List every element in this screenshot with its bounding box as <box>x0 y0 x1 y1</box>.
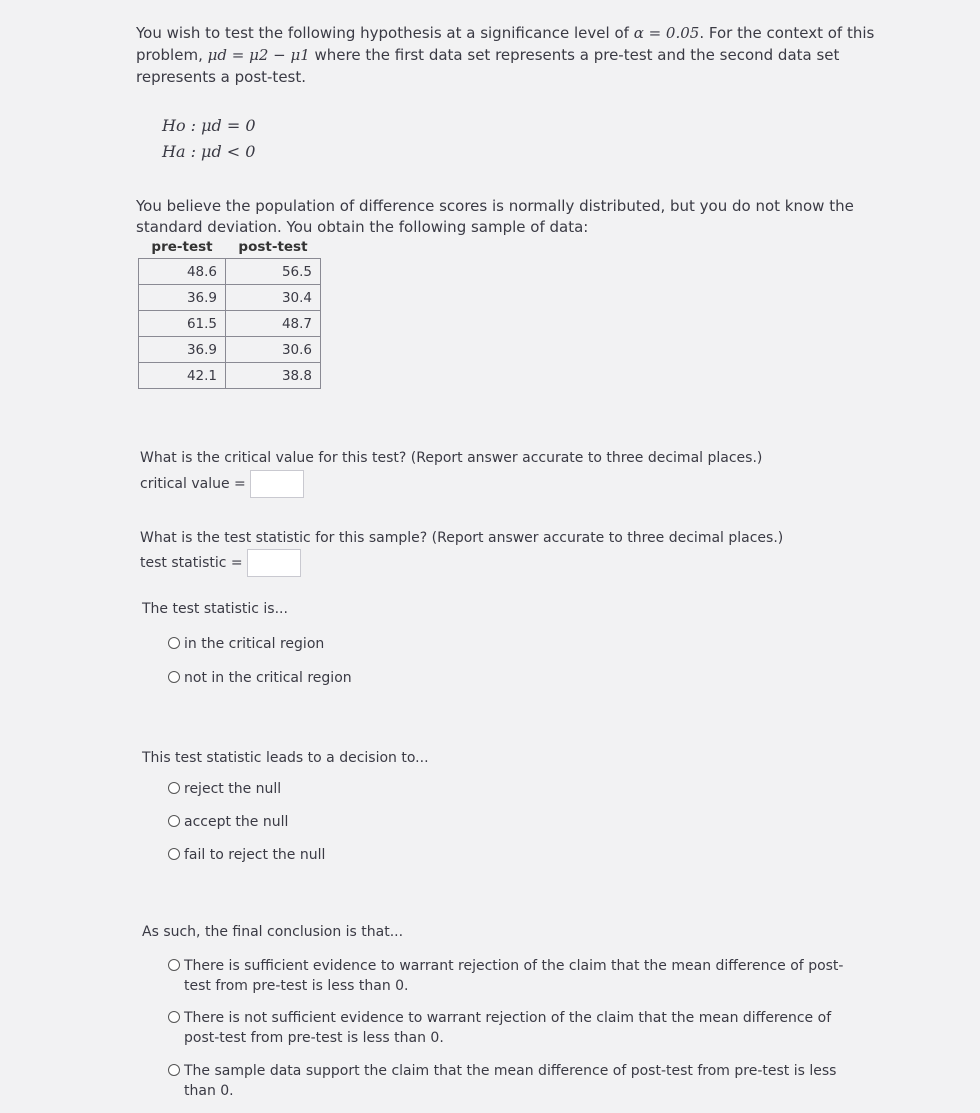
critical-value-row <box>140 470 304 498</box>
critical-value-label: critical value = <box>140 476 246 492</box>
critical-region-question: The test statistic is... <box>142 601 288 617</box>
option-accept-null[interactable] <box>168 812 288 832</box>
critical-value-question: What is the critical value for this test? (Report answer accurate to three decimal places.) <box>140 450 763 466</box>
pre-test-value: 36.9 <box>139 337 226 363</box>
post-test-value: 38.8 <box>226 363 321 389</box>
radio-icon[interactable] <box>168 1064 180 1076</box>
test-statistic-question: What is the test statistic for this sample? (Report answer accurate to three decimal places.) <box>140 530 784 546</box>
table-row <box>139 285 321 311</box>
table-row <box>139 259 321 285</box>
radio-icon[interactable] <box>168 815 180 827</box>
table-row <box>139 311 321 337</box>
intro-text-a: You wish to test the following hypothesis at a significance level of <box>136 24 634 42</box>
decision-question: This test statistic leads to a decision to... <box>142 750 429 766</box>
pre-test-value: 61.5 <box>139 311 226 337</box>
sample-data-table <box>138 236 321 389</box>
option-label: fail to reject the null <box>184 847 326 863</box>
post-test-value: 56.5 <box>226 259 321 285</box>
intro-text-b: . For the context of this problem, <box>136 24 875 64</box>
option-in-critical-region[interactable] <box>168 634 324 654</box>
option-label: in the critical region <box>184 636 325 652</box>
assumption-text: You believe the population of difference scores is normally distributed, but you do not know the standard deviation. You obtain the following sample of data: <box>136 197 854 236</box>
option-label: The sample data support the claim that the mean difference of post-test from pre-test is less than 0. <box>184 1063 837 1099</box>
pre-test-value: 36.9 <box>139 285 226 311</box>
option-label: There is not sufficient evidence to warrant rejection of the claim that the mean difference of post-test from pre-test is less than 0. <box>184 1010 832 1046</box>
option-not-sufficient-evidence[interactable] <box>168 1008 854 1048</box>
null-hypothesis: Ho : μd = 0 <box>162 116 256 135</box>
column-header-pre-test: pre-test <box>151 239 213 255</box>
table-row <box>139 363 321 389</box>
option-label: There is sufficient evidence to warrant rejection of the claim that the mean difference of post-test from pre-test is less than 0. <box>184 958 844 994</box>
mu-expression: μd = μ2 − μ1 <box>207 46 310 64</box>
option-reject-null[interactable] <box>168 779 281 799</box>
pre-test-value: 42.1 <box>139 363 226 389</box>
problem-intro <box>136 22 916 88</box>
intro-text-c: where the first data set represents a pre-test and the second data set represents a post-test. <box>136 46 840 86</box>
post-test-value: 30.4 <box>226 285 321 311</box>
test-statistic-row <box>140 549 301 577</box>
option-label: reject the null <box>184 781 282 797</box>
radio-icon[interactable] <box>168 782 180 794</box>
option-label: accept the null <box>184 814 289 830</box>
post-test-value: 48.7 <box>226 311 321 337</box>
radio-icon[interactable] <box>168 959 180 971</box>
table-row <box>139 337 321 363</box>
test-statistic-input[interactable] <box>247 549 301 577</box>
post-test-value: 30.6 <box>226 337 321 363</box>
radio-icon[interactable] <box>168 1011 180 1023</box>
radio-icon[interactable] <box>168 637 180 649</box>
radio-icon[interactable] <box>168 671 180 683</box>
alpha-expression: α = 0.05 <box>633 24 700 42</box>
critical-value-input[interactable] <box>250 470 304 498</box>
option-not-in-critical-region[interactable] <box>168 668 352 688</box>
radio-icon[interactable] <box>168 848 180 860</box>
option-sufficient-evidence[interactable] <box>168 956 854 996</box>
option-data-support-claim[interactable] <box>168 1061 854 1101</box>
option-label: not in the critical region <box>184 670 352 686</box>
alternative-hypothesis: Ha : μd < 0 <box>162 142 256 161</box>
column-header-post-test: post-test <box>238 239 308 255</box>
pre-test-value: 48.6 <box>139 259 226 285</box>
option-fail-to-reject-null[interactable] <box>168 845 325 865</box>
test-statistic-label: test statistic = <box>140 555 243 571</box>
conclusion-question: As such, the final conclusion is that... <box>142 924 404 940</box>
